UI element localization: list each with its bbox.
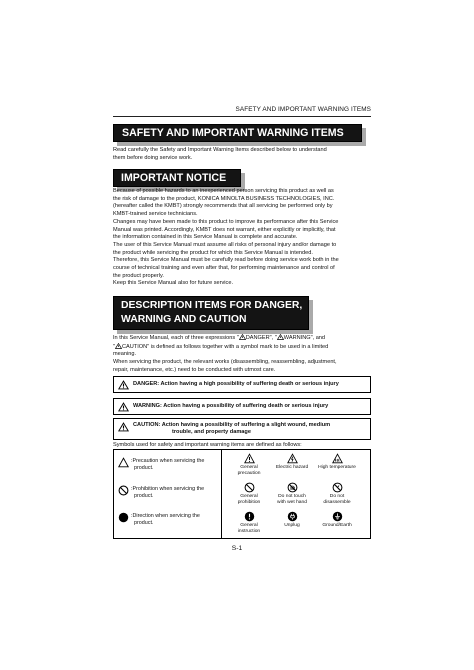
description-line xyxy=(113,334,371,343)
symbol-example-label: Unplug xyxy=(284,523,300,528)
running-header: SAFETY AND IMPORTANT WARNING ITEMS xyxy=(235,106,371,113)
caution-text: trouble, and property damage xyxy=(172,429,251,436)
description-paragraph xyxy=(113,334,371,375)
notice-line: KMBT-trained service technicians. xyxy=(113,211,198,218)
symbol-type-text: product. xyxy=(134,519,154,526)
symbol-example-label: Electric hazard xyxy=(275,465,309,470)
notice-line: (hereafter called the KMBT) strongly recommends that all servicing be performed only by xyxy=(113,203,333,210)
intro-line: them before doing service work. xyxy=(113,154,193,161)
caution-triangle-icon xyxy=(118,457,129,468)
page-number: S-1 xyxy=(231,545,243,552)
high-temperature-icon xyxy=(332,453,343,464)
notice-line: Because of possible hazards to an inexperienced person servicing this product as well as xyxy=(113,188,334,194)
symbol-example-label: General xyxy=(240,523,258,528)
symbol-example-label: Do not touch xyxy=(278,494,306,499)
symbol-example-label: General xyxy=(240,494,258,499)
notice-line: Manual was printed. Accordingly, KMBT does not warrant, either explicitly or implicitly, that xyxy=(113,226,336,233)
general-instruction-icon xyxy=(244,511,255,522)
symbol-example-label: Do not xyxy=(329,494,345,499)
description-line xyxy=(113,343,371,352)
caution-triangle-icon xyxy=(118,422,129,432)
description-banner xyxy=(113,296,309,330)
danger-text: DANGER: Action having a high possibility of suffering death or serious injury xyxy=(133,381,339,387)
symbols-intro-text: Symbols used for safety and important warning items are defined as follows: xyxy=(113,442,302,448)
symbol-example-label: Ground/Earth xyxy=(322,523,352,528)
description-text: ", and xyxy=(310,335,326,341)
symbol-example-label: precaution xyxy=(237,470,261,476)
warning-word: WARNING xyxy=(283,335,311,341)
header-rule xyxy=(113,116,371,117)
symbol-example-label: with wet hand xyxy=(277,499,307,505)
description-line: repair, maintenance, etc.) need to be conducted with utmost care. xyxy=(113,366,276,373)
symbol-example xyxy=(270,482,314,506)
symbol-type-text: product. xyxy=(134,492,154,499)
symbol-example-label: High temperature xyxy=(318,465,356,470)
caution-box xyxy=(113,418,371,440)
ground-earth-icon xyxy=(332,511,343,522)
do-not-disassemble-icon xyxy=(332,482,343,493)
caution-triangle-icon xyxy=(277,334,284,340)
symbol-type-text: :Precaution when servicing the xyxy=(131,458,205,464)
symbol-example xyxy=(227,511,271,535)
unplug-icon xyxy=(287,511,298,522)
description-banner-line: WARNING AND CAUTION xyxy=(121,314,247,325)
general-precaution-icon xyxy=(244,453,255,464)
symbol-example-label: disassemble xyxy=(323,499,351,505)
symbol-types-column xyxy=(114,450,222,538)
symbol-example-label: General xyxy=(240,465,258,470)
notice-paragraph xyxy=(113,188,371,288)
electric-hazard-icon xyxy=(287,453,298,464)
symbol-example xyxy=(270,511,314,529)
notice-line: course of technical training and even after that, for performing maintenance and control of xyxy=(113,265,335,272)
symbol-example-label: prohibition xyxy=(237,499,261,505)
description-banner-line: DESCRIPTION ITEMS FOR DANGER, xyxy=(121,300,303,311)
intro-line: Read carefully the Safety and Important Warning Items described below to understand xyxy=(113,147,327,153)
symbol-example xyxy=(270,453,314,471)
warning-box xyxy=(113,398,371,415)
description-text: " xyxy=(113,343,115,350)
symbol-type-text: :Direction when servicing the xyxy=(131,513,200,519)
notice-line: the product while servicing the product for which this Service Manual is intended. xyxy=(113,249,313,256)
description-text: " is defined as follows together with a symbol mark to be used in a limited xyxy=(147,343,329,350)
description-line: When servicing the product, the relevant works (disassembling, reassembling, adjustment, xyxy=(113,359,337,366)
notice-line: the product properly. xyxy=(113,272,164,279)
description-line: meaning. xyxy=(113,351,137,358)
warning-text: WARNING: Action having a possibility of suffering death or serious injury xyxy=(133,403,329,409)
title-banner: SAFETY AND IMPORTANT WARNING ITEMS xyxy=(113,124,362,142)
symbol-example xyxy=(315,482,359,506)
caution-word: CAUTION xyxy=(122,343,148,350)
caution-text: CAUTION: Action having a possibility of suffering a slight wound, medium xyxy=(133,422,331,428)
symbol-example-label: instruction xyxy=(237,528,261,534)
notice-line: Therefore, this Service Manual must be carefully read before doing service work both in the xyxy=(113,257,339,264)
intro-paragraph xyxy=(113,147,371,162)
caution-triangle-icon xyxy=(239,334,246,340)
symbol-example xyxy=(227,482,271,506)
no-wet-hand-icon xyxy=(287,482,298,493)
symbol-example xyxy=(315,511,359,529)
symbol-table xyxy=(113,449,371,539)
symbol-example xyxy=(315,453,359,471)
caution-triangle-icon xyxy=(115,343,122,349)
description-text: In this Service Manual, each of three expressions " xyxy=(113,335,239,341)
notice-line: Keep this Service Manual also for future service. xyxy=(113,280,234,287)
notice-line: the information contained in this Service Manual is complete and accurate. xyxy=(113,234,298,241)
description-text: ", " xyxy=(269,335,277,341)
symbol-type-text: :Prohibition when servicing the xyxy=(131,486,205,492)
symbol-example xyxy=(227,453,271,477)
notice-line: the risk of damage to the product, KONICA MINOLTA BUSINESS TECHNOLOGIES, INC. xyxy=(113,195,335,202)
direction-filled-circle-icon xyxy=(118,512,129,523)
prohibition-circle-icon xyxy=(118,485,129,496)
general-prohibition-icon xyxy=(244,482,255,493)
warning-triangle-icon xyxy=(118,402,129,412)
danger-box xyxy=(113,376,371,393)
danger-triangle-icon xyxy=(118,380,129,390)
symbol-type-text: product. xyxy=(134,464,154,471)
notice-line: Changes may have been made to this product to improve its performance after this Service xyxy=(113,218,339,225)
important-notice-banner: IMPORTANT NOTICE xyxy=(113,169,241,187)
notice-line: The user of this Service Manual must assume all risks of personal injury and/or damage to xyxy=(113,241,337,248)
danger-word: DANGER xyxy=(245,335,270,341)
